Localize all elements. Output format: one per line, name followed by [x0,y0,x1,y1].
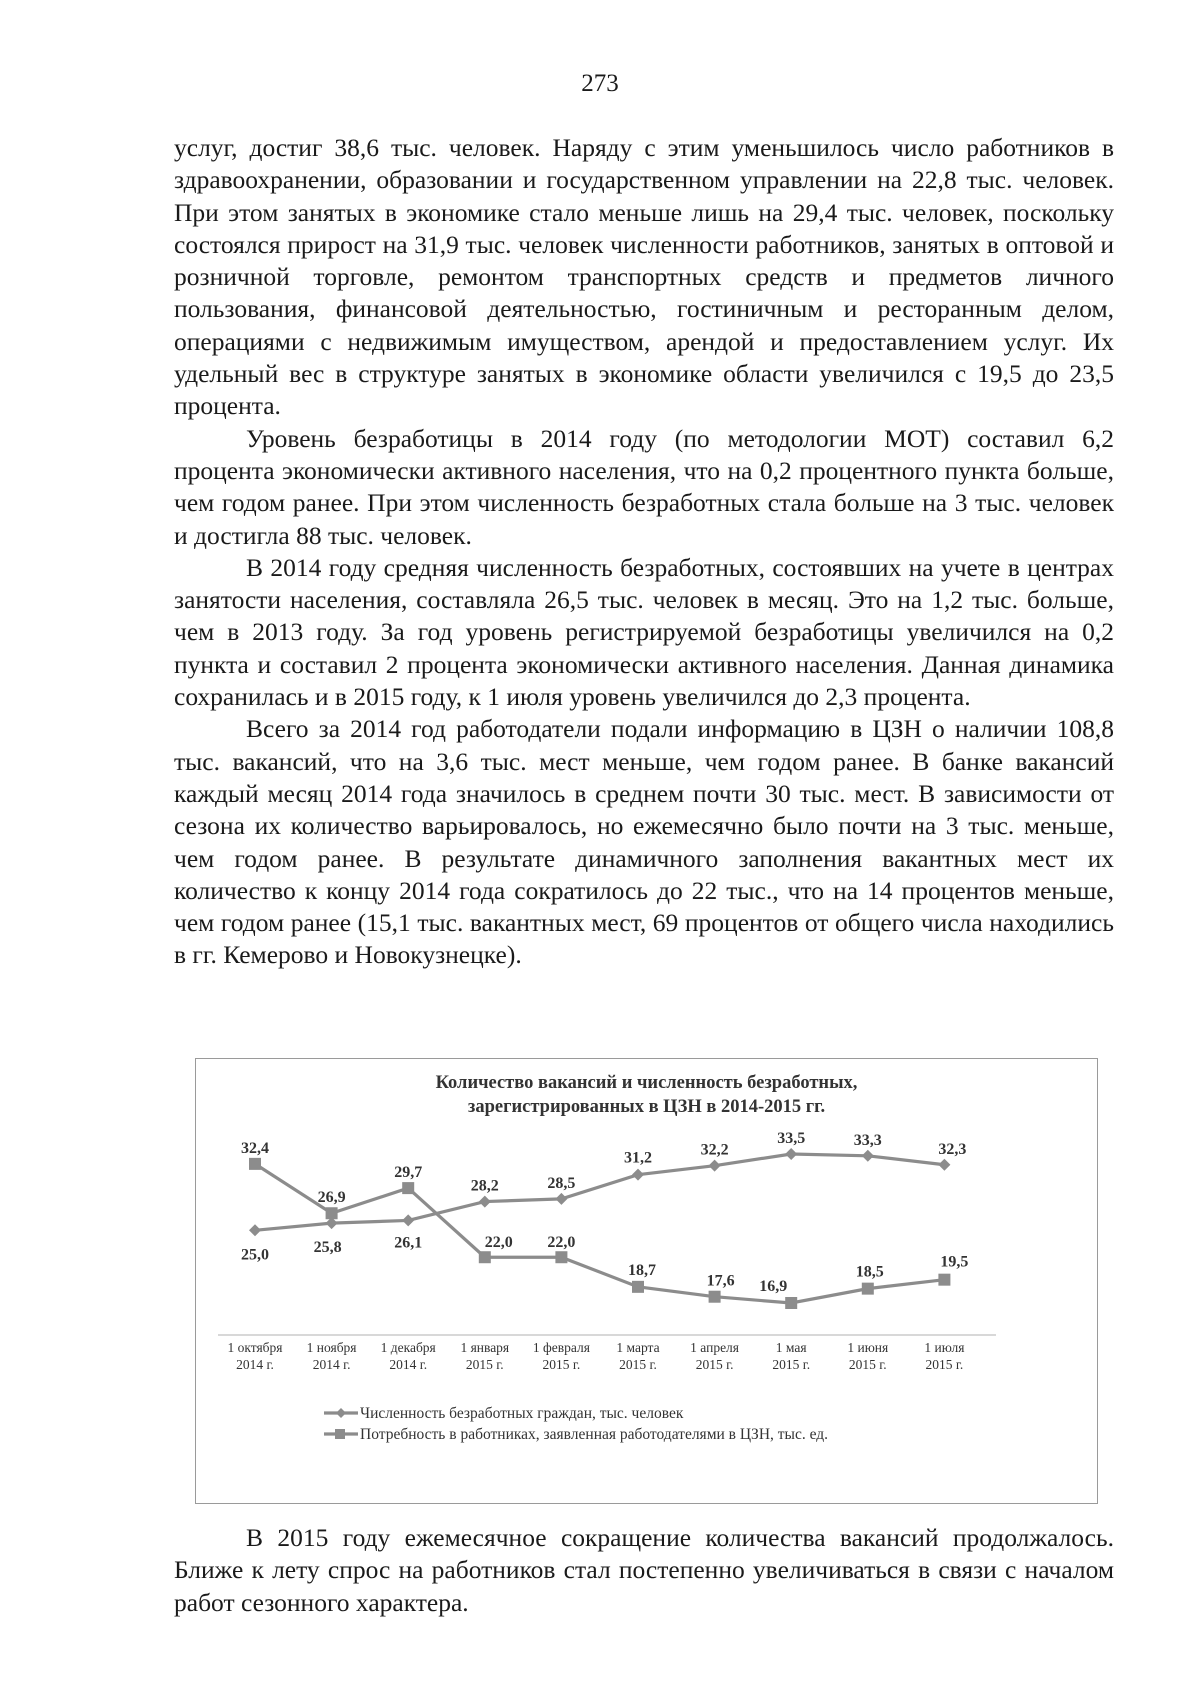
data-point [862,1150,874,1162]
legend-label: Численность безработных граждан, тыс. человек [360,1405,684,1422]
data-label: 17,6 [706,1272,735,1290]
data-label: 28,5 [547,1174,576,1192]
x-tick-label: 1 октября [227,1340,283,1355]
data-label: 16,9 [759,1278,788,1295]
data-point [249,1158,261,1170]
data-point [326,1207,338,1219]
paragraph: Уровень безработицы в 2014 году (по методологии МОТ) составил 6,2 процента экономически активного населения, что на 0,2 процентного пункта больше, чем годом ранее. При этом численность безработных стала больше на 3 тыс. человек и достигла 88 тыс. человек. [174,423,1114,550]
data-label: 33,5 [777,1130,806,1147]
data-label: 32,3 [938,1140,967,1158]
data-label: 18,7 [628,1261,656,1279]
data-label: 22,0 [547,1234,576,1252]
data-point [709,1291,721,1303]
x-tick-label: 2015 г. [772,1357,811,1372]
data-point [632,1281,644,1293]
x-tick-label: 1 июля [924,1340,965,1355]
paragraph: В 2014 году средняя численность безработных, состоявших на учете в центрах занятости населения, составляла 26,5 тыс. человек в месяц. Это на 1,2 тыс. больше, чем в 2013 году. За год уровень регистрируемой безработицы увеличился на 0,2 пункта и составил 2 процента экономически активного населения. Данная динамика сохранилась и в 2015 году, к 1 июля уровень увеличился до 2,3 процента. [174,552,1114,712]
x-tick-label: 1 июня [847,1340,889,1355]
chart-plot [196,1059,1099,1505]
series-line-1 [255,1154,944,1230]
data-point [862,1283,874,1295]
data-point [402,1214,414,1226]
data-label: 32,2 [700,1141,729,1159]
x-tick-label: 1 декабря [380,1340,436,1355]
x-tick-label: 2015 г. [542,1357,581,1372]
x-tick-label: 1 января [460,1340,510,1355]
x-tick-label: 2015 г. [695,1357,734,1372]
body-text-top [174,132,1114,972]
data-point [479,1196,491,1208]
data-point [785,1148,797,1160]
legend-marker [336,1408,346,1418]
data-label: 26,9 [317,1189,346,1207]
x-tick-label: 2014 г. [236,1357,274,1372]
paragraph: В 2015 году ежемесячное сокращение количества вакансий продолжалось. Ближе к лету спрос на работников стал постепенно увеличиваться в связи с началом работ сезонного характера. [174,1523,1114,1617]
data-label: 18,5 [855,1263,884,1281]
data-label: 28,2 [470,1177,499,1195]
data-label: 22,0 [484,1234,513,1252]
legend-marker [335,1429,345,1439]
x-tick-label: 2015 г. [619,1357,657,1372]
data-label: 25,8 [313,1239,342,1257]
data-label: 32,4 [241,1139,269,1157]
data-label: 33,3 [853,1131,882,1149]
x-tick-label: 2014 г. [389,1357,428,1372]
chart-title-line-1: Количество вакансий и численность безработных, [435,1073,858,1093]
x-tick-label: 2015 г. [925,1357,964,1372]
x-tick-label: 1 апреля [690,1340,740,1355]
data-point [249,1224,261,1236]
data-label: 19,5 [940,1253,969,1271]
paragraph: Всего за 2014 год работодатели подали информацию в ЦЗН о наличии 108,8 тыс. вакансий, что на 3,6 тыс. мест меньше, чем годом ранее. В банке вакансий каждый месяц 2014 года значилось в среднем почти 30 тыс. мест. В зависимости от сезона их количество варьировалось, но ежемесячно было почти на 3 тыс. меньше, чем годом ранее. В результате динамичного заполнения вакантных мест их количество к концу 2014 года сократилось до 22 тыс., что на 14 процентов меньше, чем годом ранее (15,1 тыс. вакантных мест, 69 процентов от общего числа находились в гг. Кемерово и Новокузнецке). [174,714,1114,970]
x-tick-label: 2015 г. [465,1357,504,1372]
legend-label: Потребность в работниках, заявленная работодателями в ЦЗН, тыс. ед. [360,1426,829,1443]
x-tick-label: 2015 г. [848,1357,887,1372]
data-label: 31,2 [624,1149,652,1167]
x-tick-label: 1 мая [775,1340,807,1355]
data-label: 25,0 [241,1246,269,1264]
data-point [402,1182,414,1194]
paragraph: услуг, достиг 38,6 тыс. человек. Наряду с этим уменьшилось число работников в здравоохранении, образовании и государственном управлении на 22,8 тыс. человек. При этом занятых в экономике стало меньше лишь на 29,4 тыс. человек, поскольку состоялся прирост на 31,9 тыс. человек численности работников, занятых в оптовой и розничной торговле, ремонтом транспортных средств и предметов личного пользования, финансовой деятельностью, гостиничным и ресторанным делом, операциями с недвижимым имуществом, арендой и предоставлением услуг. Их удельный вес в структуре занятых в экономике области увеличился с 19,5 до 23,5 процента. [174,133,1114,421]
vacancies-unemployment-chart [195,1058,1098,1504]
x-tick-label: 2014 г. [312,1357,351,1372]
x-tick-label: 1 марта [616,1340,660,1355]
data-point [555,1193,567,1205]
page-number: 273 [581,70,619,97]
data-point [632,1169,644,1181]
data-label: 26,1 [394,1234,423,1252]
data-point [785,1297,797,1309]
series-line-2 [255,1164,944,1303]
data-point [479,1251,491,1263]
data-label: 29,7 [394,1164,423,1182]
chart-title-line-2: зарегистрированных в ЦЗН в 2014-2015 гг. [467,1097,826,1117]
data-point [709,1160,721,1172]
data-point [938,1274,950,1286]
body-text-bottom [174,1522,1114,1619]
x-tick-label: 1 февраля [532,1340,590,1355]
data-point [938,1159,950,1171]
x-tick-label: 1 ноября [306,1340,357,1355]
data-point [555,1251,567,1263]
